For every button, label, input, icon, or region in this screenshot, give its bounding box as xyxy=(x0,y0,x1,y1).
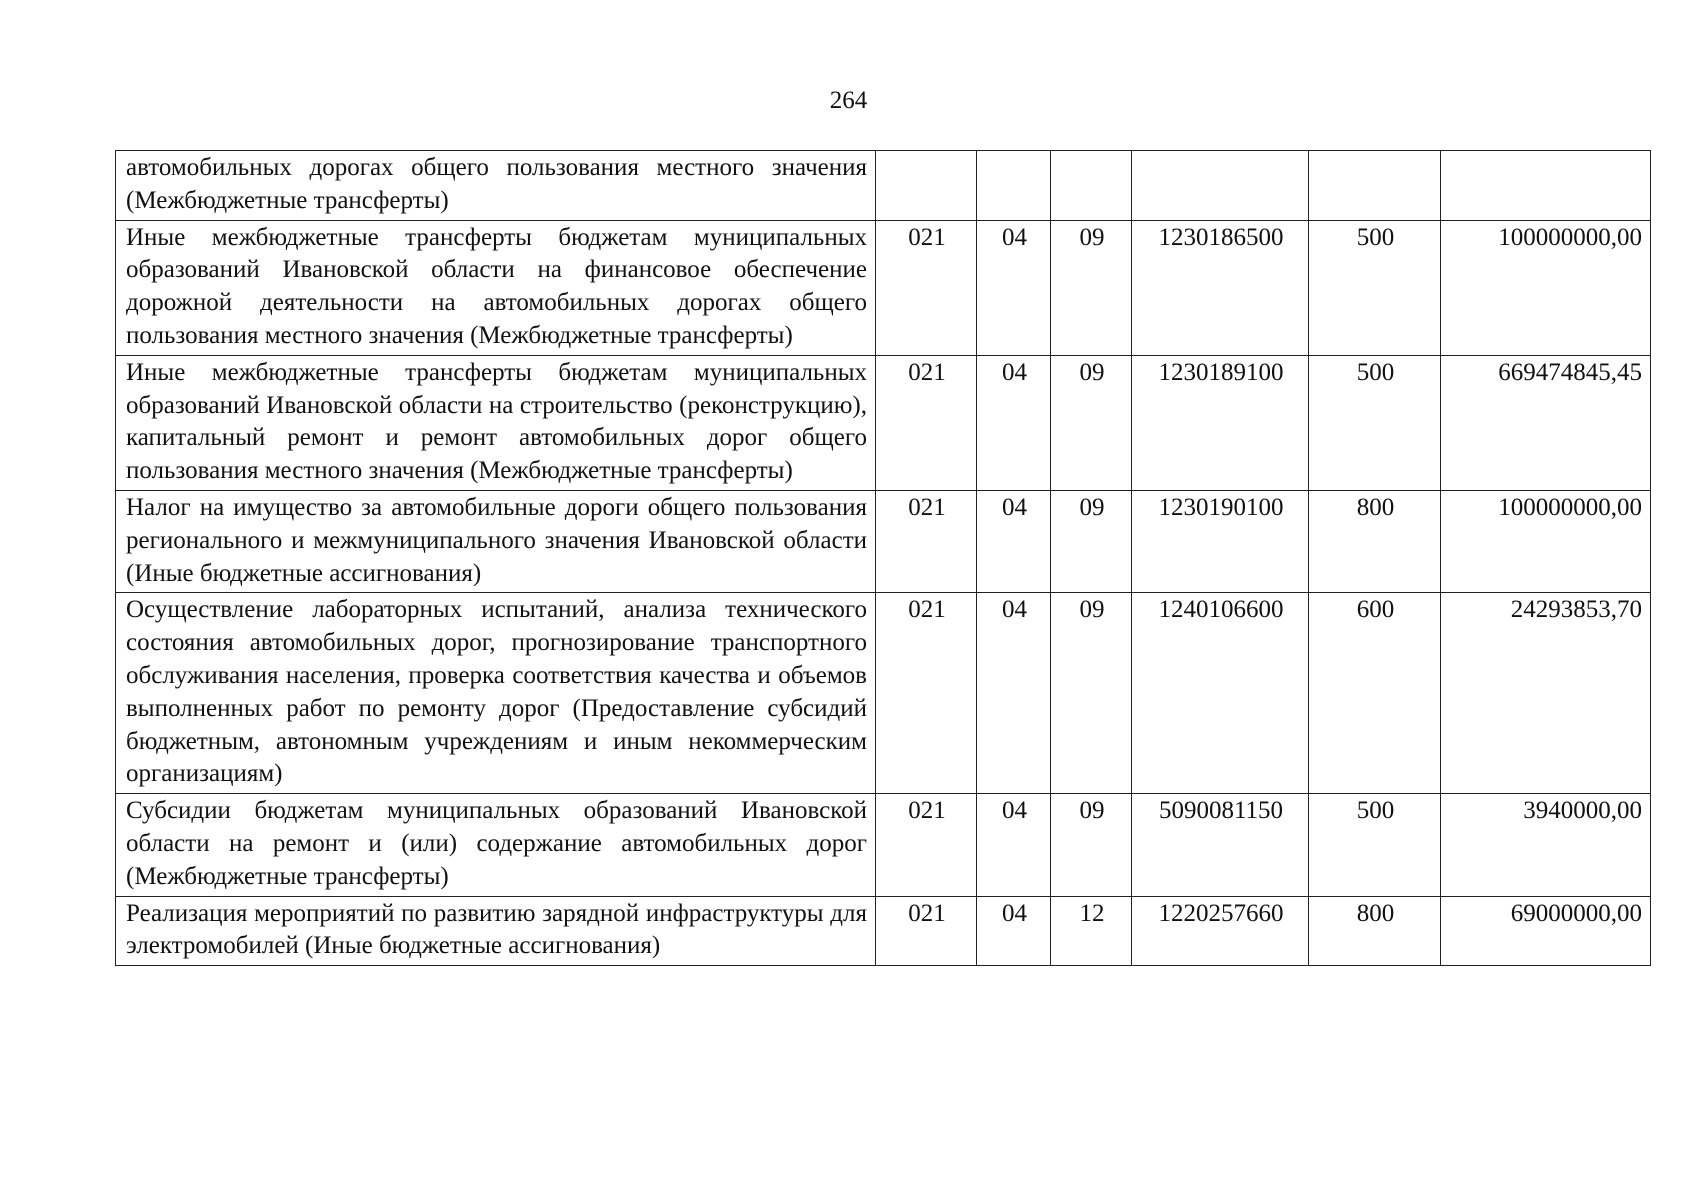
section-code: 04 xyxy=(977,896,1051,966)
target-article-code: 5090081150 xyxy=(1132,794,1309,896)
amount: 100000000,00 xyxy=(1441,490,1651,592)
table-row xyxy=(116,220,1651,355)
row-description: Реализация мероприятий по развитию зарядной инфраструктуры для электромобилей (Иные бюджетные ассигнования) xyxy=(116,896,876,966)
expense-type-code: 500 xyxy=(1309,794,1441,896)
section-code xyxy=(977,151,1051,221)
subsection-code: 09 xyxy=(1051,490,1132,592)
section-code: 04 xyxy=(977,220,1051,355)
row-description: Иные межбюджетные трансферты бюджетам муниципальных образований Ивановской области на строительство (реконструкцию), капитальный ремонт и ремонт автомобильных дорог общего пользования местного значения (Межбюджетные трансферты) xyxy=(116,355,876,490)
amount: 24293853,70 xyxy=(1441,593,1651,794)
row-description: Налог на имущество за автомобильные дороги общего пользования регионального и межмуниципального значения Ивановской области (Иные бюджетные ассигнования) xyxy=(116,490,876,592)
amount: 3940000,00 xyxy=(1441,794,1651,896)
expense-type-code: 500 xyxy=(1309,355,1441,490)
table-row xyxy=(116,355,1651,490)
amount: 100000000,00 xyxy=(1441,220,1651,355)
amount: 69000000,00 xyxy=(1441,896,1651,966)
subsection-code: 09 xyxy=(1051,593,1132,794)
section-code: 04 xyxy=(977,355,1051,490)
table-row xyxy=(116,794,1651,896)
row-description: Субсидии бюджетам муниципальных образований Ивановской области на ремонт и (или) содержание автомобильных дорог (Межбюджетные трансферты) xyxy=(116,794,876,896)
subsection-code: 09 xyxy=(1051,355,1132,490)
budget-table xyxy=(115,150,1651,966)
table-row xyxy=(116,896,1651,966)
target-article-code: 1230186500 xyxy=(1132,220,1309,355)
target-article-code xyxy=(1132,151,1309,221)
ministry-code: 021 xyxy=(876,220,977,355)
subsection-code: 09 xyxy=(1051,794,1132,896)
target-article-code: 1230190100 xyxy=(1132,490,1309,592)
expense-type-code: 500 xyxy=(1309,220,1441,355)
target-article-code: 1240106600 xyxy=(1132,593,1309,794)
row-description: Осуществление лабораторных испытаний, анализа технического состояния автомобильных дорог, прогнозирование транспортного обслуживания населения, проверка соответствия качества и объемов выполненных работ по ремонту дорог (Предоставление субсидий бюджетным, автономным учреждениям и иным некоммерческим организациям) xyxy=(116,593,876,794)
ministry-code xyxy=(876,151,977,221)
subsection-code xyxy=(1051,151,1132,221)
table-row xyxy=(116,151,1651,221)
expense-type-code: 800 xyxy=(1309,896,1441,966)
expense-type-code: 600 xyxy=(1309,593,1441,794)
table-row xyxy=(116,593,1651,794)
section-code: 04 xyxy=(977,490,1051,592)
page-number: 264 xyxy=(829,87,868,114)
section-code: 04 xyxy=(977,593,1051,794)
ministry-code: 021 xyxy=(876,490,977,592)
target-article-code: 1220257660 xyxy=(1132,896,1309,966)
subsection-code: 12 xyxy=(1051,896,1132,966)
ministry-code: 021 xyxy=(876,593,977,794)
expense-type-code xyxy=(1309,151,1441,221)
row-description: Иные межбюджетные трансферты бюджетам муниципальных образований Ивановской области на финансовое обеспечение дорожной деятельности на автомобильных дорогах общего пользования местного значения (Межбюджетные трансферты) xyxy=(116,220,876,355)
section-code: 04 xyxy=(977,794,1051,896)
ministry-code: 021 xyxy=(876,355,977,490)
ministry-code: 021 xyxy=(876,896,977,966)
subsection-code: 09 xyxy=(1051,220,1132,355)
table-row xyxy=(116,490,1651,592)
row-description: автомобильных дорогах общего пользования местного значения (Межбюджетные трансферты) xyxy=(116,151,876,221)
amount: 669474845,45 xyxy=(1441,355,1651,490)
expense-type-code: 800 xyxy=(1309,490,1441,592)
target-article-code: 1230189100 xyxy=(1132,355,1309,490)
ministry-code: 021 xyxy=(876,794,977,896)
amount xyxy=(1441,151,1651,221)
